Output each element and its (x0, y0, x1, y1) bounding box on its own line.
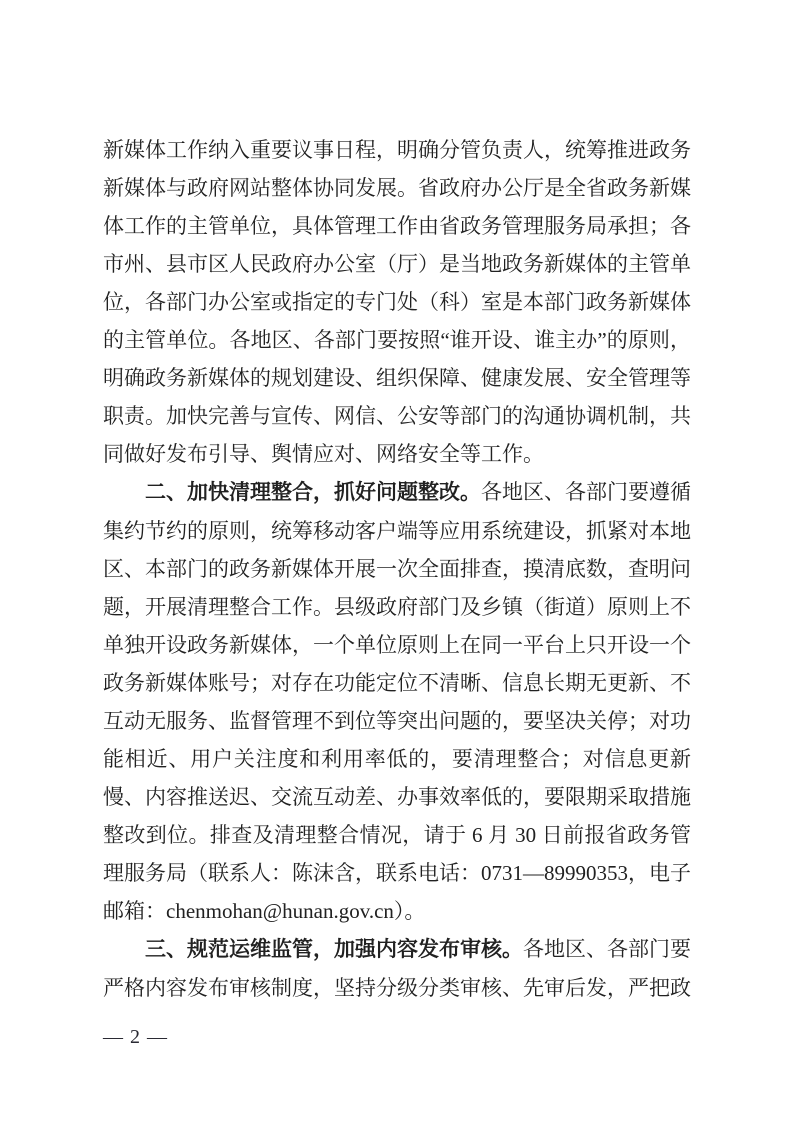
paragraph-lead: 三、规范运维监管，加强内容发布审核。 (145, 938, 523, 961)
paragraph: 新媒体工作纳入重要议事日程，明确分管负责人，统筹推进政务新媒体与政府网站整体协同发展。省政府办公厅是全省政务新媒体工作的主管单位，具体管理工作由省政务管理服务局承担；各市州、县市区人民政府办公室（厅）是当地政务新媒体的主管单位，各部门办公室或指定的专门处（科）室是本部门政务新媒体的主管单位。各地区、各部门要按照“谁开设、谁主办”的原则，明确政务新媒体的规划建设、组织保障、健康发展、安全管理等职责。加快完善与宣传、网信、公安等部门的沟通协调机制，共同做好发布引导、舆情应对、网络安全等工作。 (103, 138, 691, 466)
paragraph: 二、加快清理整合，抓好问题整改。各地区、各部门要遵循集约节约的原则，统筹移动客户端等应用系统建设，抓紧对本地区、本部门的政务新媒体开展一次全面排查，摸清底数，查明问题，开展清理整合工作。县级政府部门及乡镇（街道）原则上不单独开设政务新媒体，一个单位原则上在同一平台上只开设一个政务新媒体账号；对存在功能定位不清晰、信息长期无更新、不互动无服务、监督管理不到位等突出问题的，要坚决关停；对功能相近、用户关注度和利用率低的，要清理整合；对信息更新慢、内容推送迟、交流互动差、办事效率低的，要限期采取措施整改到位。排查及清理整合情况，请于 6 月 30 日前报省政务管理服务局（联系人：陈沫含，联系电话：0731—89990353，电子邮箱：chenmohan@hunan.gov.cn）。 (103, 480, 691, 923)
paragraph-lead: 二、加快清理整合，抓好问题整改。 (145, 481, 481, 504)
paragraph: 三、规范运维监管，加强内容发布审核。各地区、各部门要严格内容发布审核制度，坚持分级分类审核、先审后发，严把政 (103, 937, 691, 1000)
document-body (103, 131, 691, 1007)
page-number: — 2 — (103, 1026, 168, 1048)
